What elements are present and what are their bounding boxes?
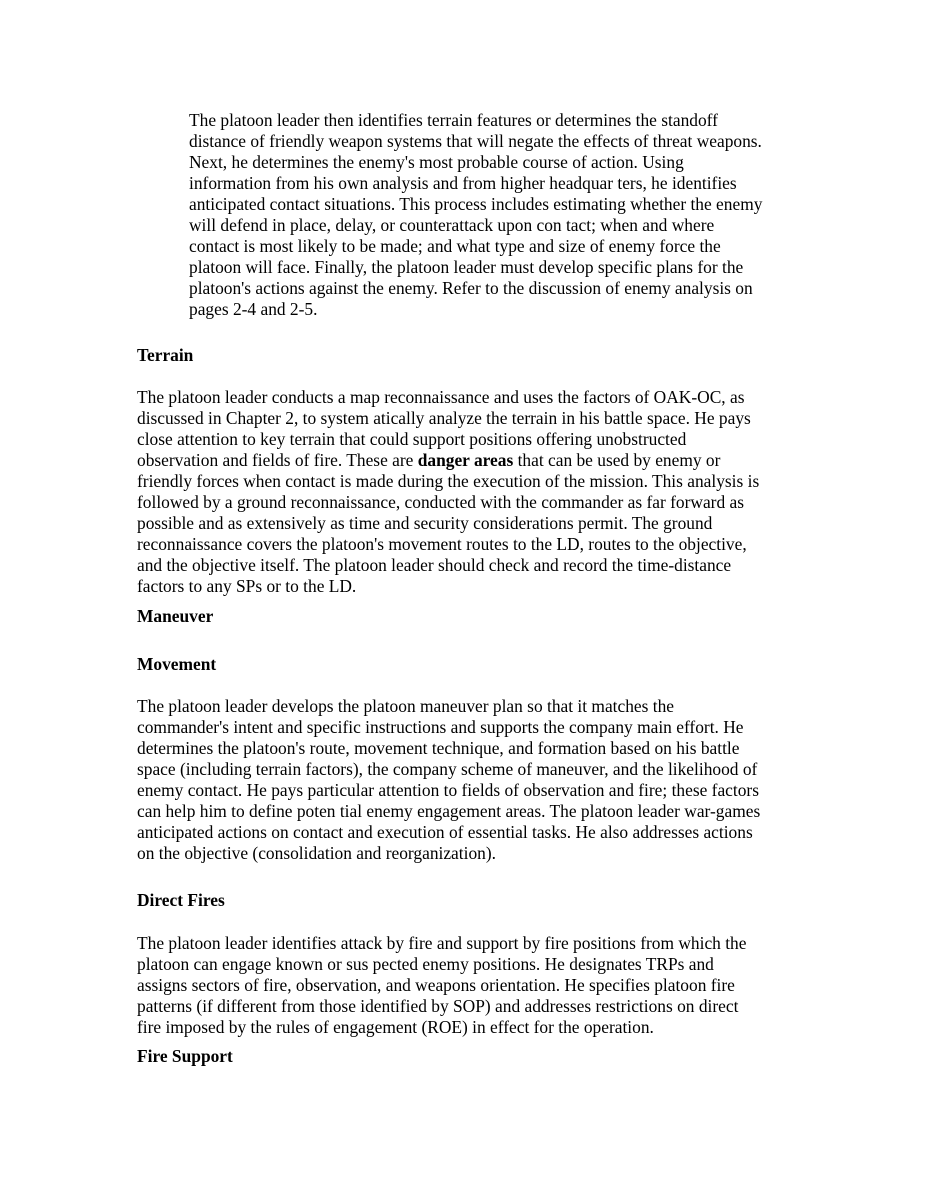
text-segment: observation and fields of fire. These are xyxy=(137,450,418,470)
text-line: enemy contact. He pays particular attention to fields of observation and fire; these factors xyxy=(137,780,759,800)
text-line: friendly forces when contact is made during the execution of the mission. This analysis is xyxy=(137,471,760,491)
text-line: contact is most likely to be made; and what type and size of enemy force the xyxy=(189,236,721,256)
text-line xyxy=(137,450,797,471)
text-line: possible and as extensively as time and security considerations permit. The ground xyxy=(137,513,713,533)
text-line: can help him to define poten tial enemy engagement areas. The platoon leader war-games xyxy=(137,801,761,821)
terrain-paragraph xyxy=(137,387,797,597)
text-line: space (including terrain factors), the company scheme of maneuver, and the likelihood of xyxy=(137,759,758,779)
direct-fires-heading: Direct Fires xyxy=(137,890,225,910)
text-segment: that can be used by enemy or xyxy=(513,450,721,470)
text-line: will defend in place, delay, or counterattack upon con tact; when and where xyxy=(189,215,715,235)
text-line: platoon can engage known or sus pected enemy positions. He designates TRPs and xyxy=(137,954,714,974)
text-line: The platoon leader identifies attack by fire and support by fire positions from which the xyxy=(137,933,747,953)
maneuver-heading: Maneuver xyxy=(137,606,214,626)
movement-paragraph xyxy=(137,696,797,864)
text-line: commander's intent and specific instructions and supports the company main effort. He xyxy=(137,717,744,737)
text-line: close attention to key terrain that could support positions offering unobstructed xyxy=(137,429,687,449)
intro-paragraph xyxy=(189,110,799,320)
text-line: reconnaissance covers the platoon's movement routes to the LD, routes to the objective, xyxy=(137,534,747,554)
text-line: fire imposed by the rules of engagement (ROE) in effect for the operation. xyxy=(137,1017,654,1037)
text-line: and the objective itself. The platoon leader should check and record the time-distance xyxy=(137,555,732,575)
text-line: platoon's actions against the enemy. Refer to the discussion of enemy analysis on xyxy=(189,278,753,298)
text-line: pages 2-4 and 2-5. xyxy=(189,299,318,319)
text-line: The platoon leader conducts a map reconnaissance and uses the factors of OAK-OC, as xyxy=(137,387,745,407)
text-line: distance of friendly weapon systems that will negate the effects of threat weapons. xyxy=(189,131,762,151)
text-line: platoon will face. Finally, the platoon leader must develop specific plans for the xyxy=(189,257,744,277)
direct-fires-paragraph xyxy=(137,933,797,1038)
fire-support-heading: Fire Support xyxy=(137,1046,233,1066)
terrain-heading: Terrain xyxy=(137,345,194,365)
text-line: factors to any SPs or to the LD. xyxy=(137,576,357,596)
text-line: patterns (if different from those identified by SOP) and addresses restrictions on direct xyxy=(137,996,739,1016)
text-line: Next, he determines the enemy's most probable course of action. Using xyxy=(189,152,684,172)
text-line: anticipated actions on contact and execution of essential tasks. He also addresses actions xyxy=(137,822,753,842)
text-line: The platoon leader then identifies terrain features or determines the standoff xyxy=(189,110,718,130)
text-line: information from his own analysis and from higher headquar ters, he identifies xyxy=(189,173,737,193)
text-line: on the objective (consolidation and reorganization). xyxy=(137,843,496,863)
text-line: assigns sectors of fire, observation, and weapons orientation. He specifies platoon fire xyxy=(137,975,735,995)
text-line: determines the platoon's route, movement technique, and formation based on his battle xyxy=(137,738,740,758)
text-line: The platoon leader develops the platoon maneuver plan so that it matches the xyxy=(137,696,675,716)
movement-heading: Movement xyxy=(137,654,217,674)
text-line: followed by a ground reconnaissance, conducted with the commander as far forward as xyxy=(137,492,744,512)
text-line: discussed in Chapter 2, to system atically analyze the terrain in his battle space. He pays xyxy=(137,408,751,428)
text-line: anticipated contact situations. This process includes estimating whether the enemy xyxy=(189,194,763,214)
danger-areas-term: danger areas xyxy=(417,450,514,470)
